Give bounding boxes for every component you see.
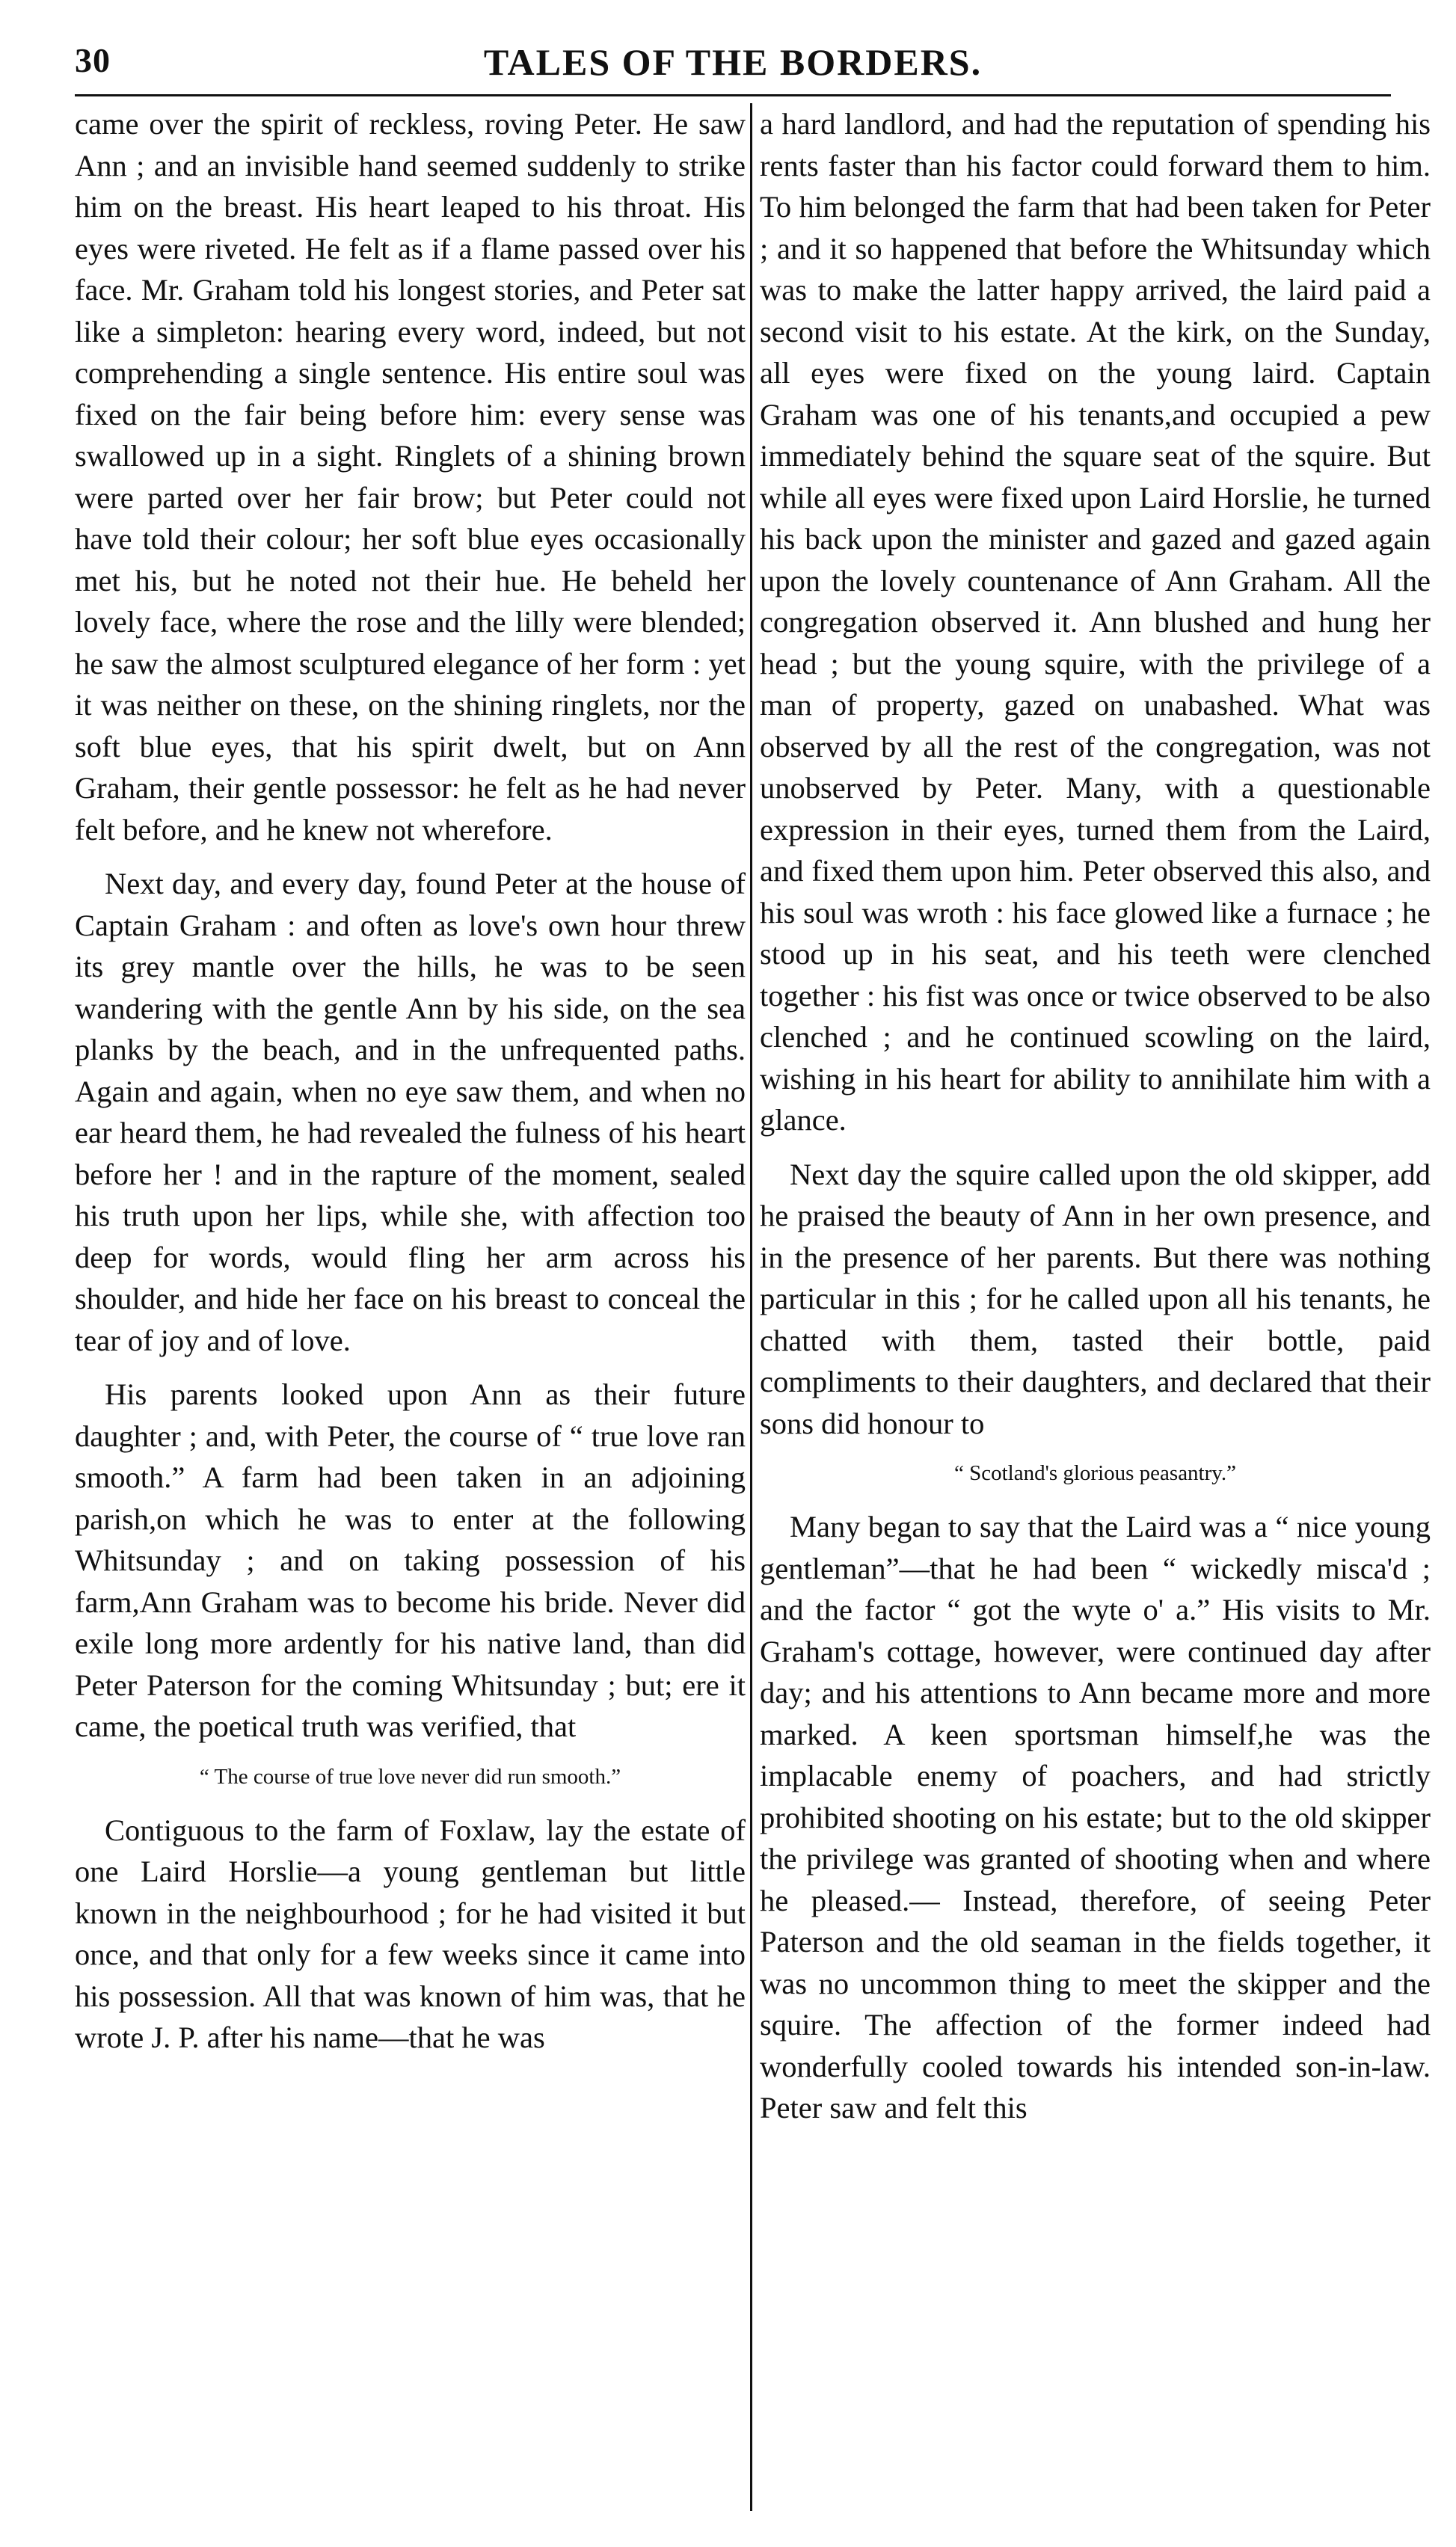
block-quote: “ The course of true love never did run smooth.” [199,1764,621,1789]
block-quote: “ Scotland's glorious peasantry.” [953,1461,1237,1485]
paragraph: came over the spirit of reckless, roving Peter. He saw Ann ; and an invisible hand seemed suddenly to strike him on the breast. His heart leaped to his throat. His eyes were riveted. He felt as if a flame passed over his face. Mr. Graham told his longest stories, and Peter sat like a simpleton: hearing every word, indeed, but not comprehending a single sentence. His entire soul was fixed on the fair being before him: every sense was swallowed up in a sight. Ringlets of a shining brown were parted over her fair brow; but Peter could not have told their colour; her soft blue eyes occasionally met his, but he noted not their hue. He beheld her lovely face, where the rose and the lilly were blended; he saw the almost sculptured elegance of her form : yet it was neither on these, on the shining ringlets, nor the soft blue eyes, that his spirit dwelt, but on Ann Graham, their gentle possessor: he felt as he had never felt before, and he knew not wherefore. [75,107,746,847]
paragraph: His parents looked upon Ann as their future daughter ; and, with Peter, the course of “ true love ran smooth.” A farm had been taken in an adjoining parish,on which he was to enter at the following Whitsunday ; and on taking possession of his farm,Ann Graham was to become his bride. Never did exile long more ardently for his native land, than did Peter Paterson for the coming Whitsunday ; but; ere it came, the poetical truth was verified, that [75,1377,746,1743]
left-column [75,103,746,2071]
paragraph: Many began to say that the Laird was a “ nice young gentleman”—that he had been “ wickedly misca'd ; and the factor “ got the wyte o' a.” His visits to Mr. Graham's cottage, however, were continued day after day; and his attentions to Ann became more and more marked. A keen sportsman himself,he was the implacable enemy of poachers, and had strictly prohibited shooting on his estate; but to the old skipper the privilege was granted of shooting when and where he pleased.— Instead, therefore, of seeing Peter Paterson and the old seaman in the fields together, it was no uncommon thing to meet the skipper and the squire. The affection of the former indeed had wonderfully cooled towards his intended son-in-law. Peter saw and felt this [760,1510,1431,2124]
page-number: 30 [75,41,111,79]
paragraph: Next day the squire called upon the old skipper, add he praised the beauty of Ann in her own presence, and in the presence of her parents. But there was nothing particular in this ; for he called upon all his tenants, he chatted with them, tasted their bottle, paid compliments to their daughters, and declared that their sons did honour to [760,1157,1431,1440]
right-column [760,103,1431,2142]
running-title: TALES OF THE BORDERS. [483,41,983,83]
paragraph: Contiguous to the farm of Foxlaw, lay the estate of one Laird Horslie—a young gentleman but little known in the neighbourhood ; for he had visited it but once, and that only for a few weeks since it came into his possession. All that was known of him was, that he wrote J. P. after his name—that he was [75,1813,746,2054]
column-divider [750,103,752,2511]
page-header [75,36,1391,96]
paragraph: a hard landlord, and had the reputation of spending his rents faster than his factor could forward them to him. To him belonged the farm that had been taken for Peter ; and it so happened that before the Whitsunday which was to make the latter happy arrived, the laird paid a second visit to his estate. At the kirk, on the Sunday, all eyes were fixed on the young laird. Captain Graham was one of his tenants,and occupied a pew immediately behind the square seat of the squire. But while all eyes were fixed upon Laird Horslie, he turned his back upon the minister and gazed and gazed again upon the lovely countenance of Ann Graham. All the congregation observed it. Ann blushed and hung her head ; but the young squire, with the privilege of a man of property, gazed on unabashed. What was observed by all the rest of the congregation, was not unobserved by Peter. Many, with a questionable expression in their eyes, turned them from the Laird, and fixed them upon him. Peter observed this also, and his soul was wroth : his face glowed like a furnace ; he stood up in his seat, and his teeth were clenched together : his fist was once or twice observed to be also clenched ; and he continued scowling on the laird, wishing in his heart for ability to annihilate him with a glance. [760,107,1431,1137]
paragraph: Next day, and every day, found Peter at the house of Captain Graham : and often as love's own hour threw its grey mantle over the hills, he was to be seen wandering with the gentle Ann by his side, on the sea planks by the beach, and in the unfrequented paths. Again and again, when no eye saw them, and when no ear heard them, he had revealed the fulness of his heart before her ! and in the rapture of the moment, sealed his truth upon her lips, while she, with affection too deep for words, would fling her arm across his shoulder, and hide her face on his breast to conceal the tear of joy and of love. [75,867,746,1357]
